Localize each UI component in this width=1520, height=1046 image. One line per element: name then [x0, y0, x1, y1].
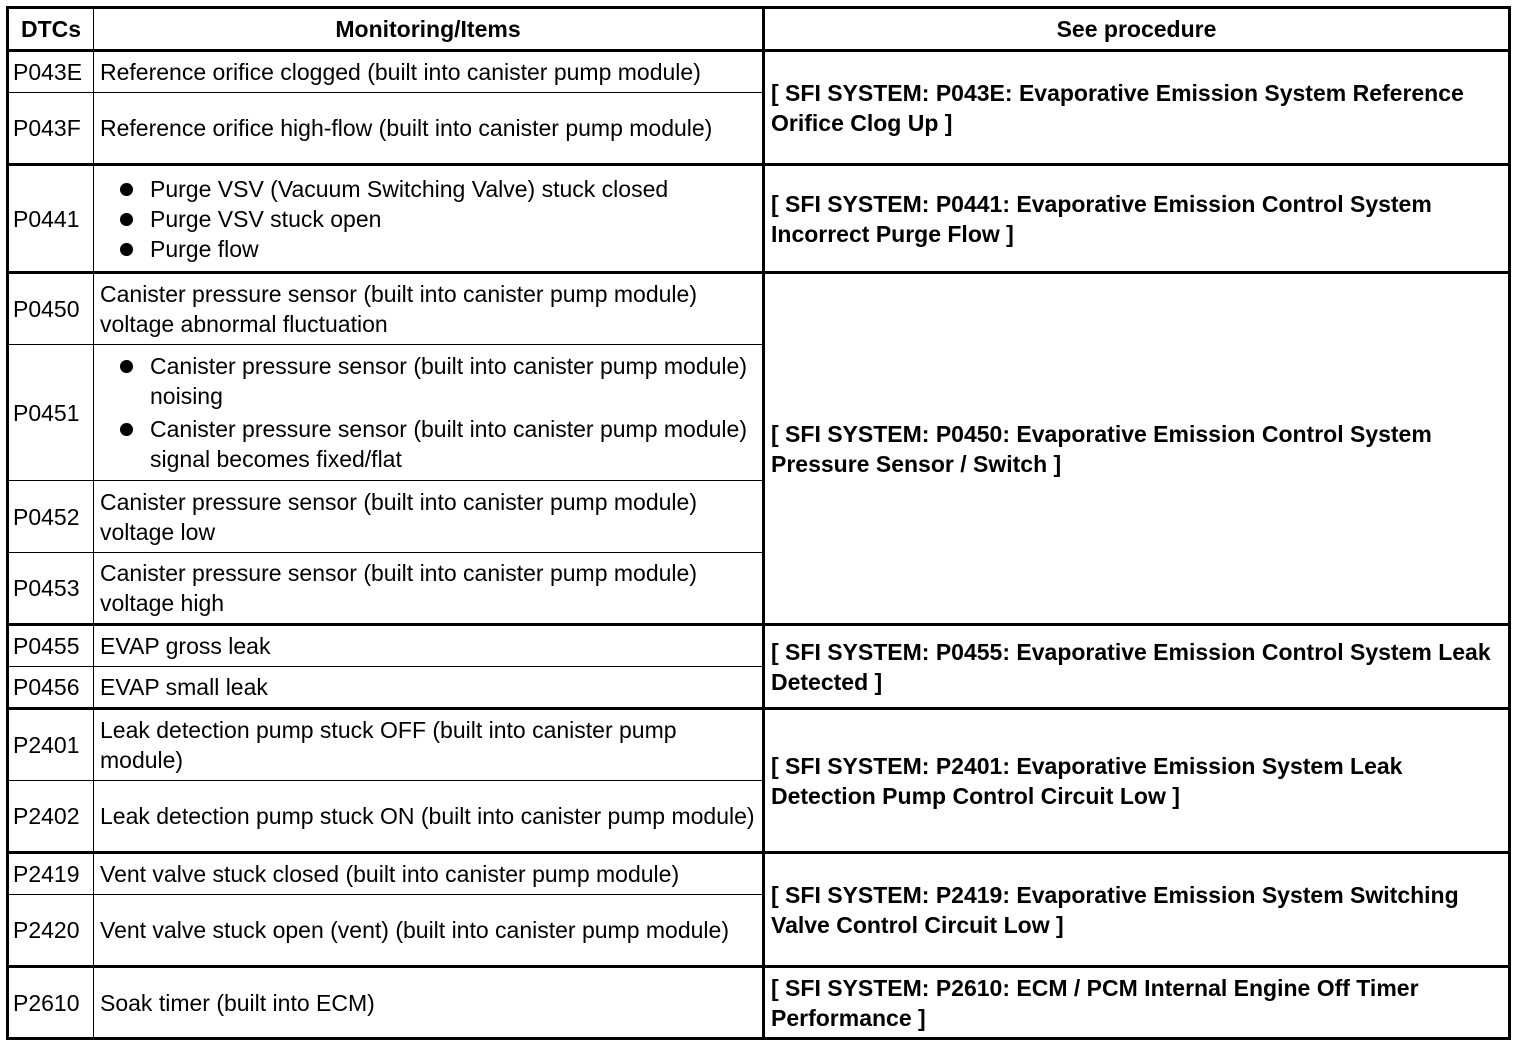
- dtc-table: [6, 6, 1511, 1040]
- dtc-code: P2401: [8, 709, 94, 781]
- monitoring-item: EVAP gross leak: [94, 625, 764, 667]
- monitoring-item: Vent valve stuck closed (built into canister pump module): [94, 853, 764, 895]
- procedure-link[interactable]: [ SFI SYSTEM: P0450: Evaporative Emission Control System Pressure Sensor / Switch ]: [764, 273, 1510, 625]
- bullet-icon: [120, 243, 133, 256]
- dtc-table-container: [6, 6, 1511, 1040]
- monitoring-item: Vent valve stuck open (vent) (built into canister pump module): [94, 895, 764, 967]
- header-row: [8, 8, 1510, 51]
- table-row: [8, 967, 1510, 1039]
- bullet-icon: [120, 423, 133, 436]
- table-row: [8, 625, 1510, 667]
- monitoring-item: [94, 345, 764, 481]
- bullet-icon: [120, 213, 133, 226]
- monitoring-item: Soak timer (built into ECM): [94, 967, 764, 1039]
- monitoring-item: EVAP small leak: [94, 667, 764, 709]
- procedure-link[interactable]: [ SFI SYSTEM: P0455: Evaporative Emission Control System Leak Detected ]: [764, 625, 1510, 709]
- procedure-link[interactable]: [ SFI SYSTEM: P043E: Evaporative Emission System Reference Orifice Clog Up ]: [764, 51, 1510, 165]
- monitoring-item: Leak detection pump stuck ON (built into canister pump module): [94, 781, 764, 853]
- monitoring-item: Canister pressure sensor (built into canister pump module) voltage high: [94, 553, 764, 625]
- table-row: [8, 165, 1510, 273]
- bullet-item: Purge flow: [100, 234, 756, 264]
- bullet-list: [100, 351, 756, 474]
- bullet-icon: [120, 360, 133, 373]
- monitoring-item: Canister pressure sensor (built into canister pump module) voltage low: [94, 481, 764, 553]
- bullet-item: Canister pressure sensor (built into canister pump module) noising: [100, 351, 756, 411]
- bullet-list: [100, 174, 756, 264]
- procedure-link[interactable]: [ SFI SYSTEM: P2610: ECM / PCM Internal Engine Off Timer Performance ]: [764, 967, 1510, 1039]
- table-row: [8, 853, 1510, 895]
- dtc-code: P0450: [8, 273, 94, 345]
- dtc-code: P0456: [8, 667, 94, 709]
- dtc-code: P0451: [8, 345, 94, 481]
- bullet-item: Purge VSV (Vacuum Switching Valve) stuck closed: [100, 174, 756, 204]
- dtc-code: P0453: [8, 553, 94, 625]
- dtc-code: P2402: [8, 781, 94, 853]
- procedure-link[interactable]: [ SFI SYSTEM: P2419: Evaporative Emission System Switching Valve Control Circuit Low ]: [764, 853, 1510, 967]
- procedure-link[interactable]: [ SFI SYSTEM: P0441: Evaporative Emission Control System Incorrect Purge Flow ]: [764, 165, 1510, 273]
- table-row: [8, 709, 1510, 781]
- header-monitoring-items: Monitoring/Items: [94, 8, 764, 51]
- dtc-code: P043E: [8, 51, 94, 93]
- table-row: [8, 51, 1510, 93]
- dtc-code: P043F: [8, 93, 94, 165]
- dtc-code: P0452: [8, 481, 94, 553]
- dtc-code: P2419: [8, 853, 94, 895]
- monitoring-item: Reference orifice high-flow (built into canister pump module): [94, 93, 764, 165]
- bullet-item: Canister pressure sensor (built into canister pump module) signal becomes fixed/flat: [100, 414, 756, 474]
- monitoring-item: Reference orifice clogged (built into canister pump module): [94, 51, 764, 93]
- monitoring-item: [94, 165, 764, 273]
- bullet-item: Purge VSV stuck open: [100, 204, 756, 234]
- dtc-code: P2610: [8, 967, 94, 1039]
- dtc-code: P0441: [8, 165, 94, 273]
- header-dtcs: DTCs: [8, 8, 94, 51]
- header-see-procedure: See procedure: [764, 8, 1510, 51]
- table-row: [8, 273, 1510, 345]
- dtc-code: P0455: [8, 625, 94, 667]
- monitoring-item: Leak detection pump stuck OFF (built into canister pump module): [94, 709, 764, 781]
- procedure-link[interactable]: [ SFI SYSTEM: P2401: Evaporative Emission System Leak Detection Pump Control Circuit Low ]: [764, 709, 1510, 853]
- bullet-icon: [120, 183, 133, 196]
- dtc-code: P2420: [8, 895, 94, 967]
- monitoring-item: Canister pressure sensor (built into canister pump module) voltage abnormal fluctuation: [94, 273, 764, 345]
